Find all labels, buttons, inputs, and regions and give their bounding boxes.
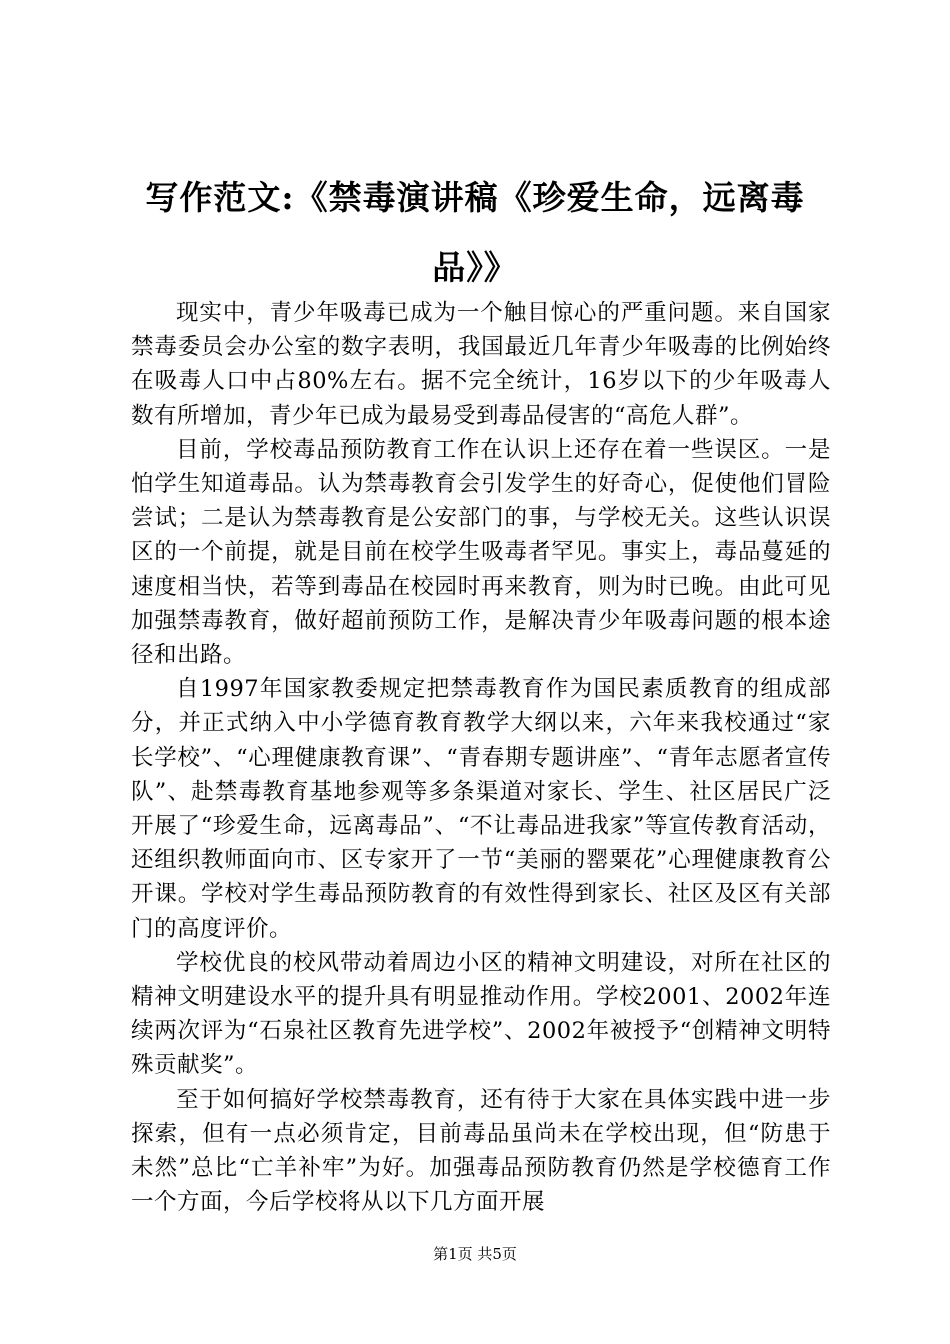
paragraph: 自1997年国家教委规定把禁毒教育作为国民素质教育的组成部分，并正式纳入中小学德育教育教学大纲以来，六年来我校通过“家长学校”、“心理健康教育课”、“青春期专题讲座”、“青年志愿者宣传队”、赴禁毒教育基地参观等多条渠道对家长、学生、社区居民广泛开展了“珍爱生命，远离毒品”、“不让毒品进我家”等宣传教育活动，还组织教师面向市、区专家开了一节“美丽的罂粟花”心理健康教育公开课。学校对学生毒品预防教育的有效性得到家长、社区及区有关部门的高度评价。 <box>131 676 831 942</box>
page-footer: 第1页 共5页 <box>433 1245 517 1263</box>
document-body <box>131 296 831 1219</box>
paragraph: 至于如何搞好学校禁毒教育，还有待于大家在具体实践中进一步探索，但有一点必须肯定，目前毒品虽尚未在学校出现，但“防患于未然”总比“亡羊补牢”为好。加强毒品预防教育仍然是学校德育工作一个方面，今后学校将从以下几方面开展 <box>131 1086 831 1216</box>
paragraph: 目前，学校毒品预防教育工作在认识上还存在着一些误区。一是怕学生知道毒品。认为禁毒教育会引发学生的好奇心，促使他们冒险尝试；二是认为禁毒教育是公安部门的事，与学校无关。这些认识误区的一个前提，就是目前在校学生吸毒者罕见。事实上，毒品蔓延的速度相当快，若等到毒品在校园时再来教育，则为时已晚。由此可见加强禁毒教育，做好超前预防工作，是解决青少年吸毒问题的根本途径和出路。 <box>131 436 831 669</box>
title-line-1: 写作范文:《禁毒演讲稿《珍爱生命，远离毒 <box>145 178 805 217</box>
document-title <box>110 163 840 303</box>
paragraph: 现实中，青少年吸毒已成为一个触目惊心的严重问题。来自国家禁毒委员会办公室的数字表明，我国最近几年青少年吸毒的比例始终在吸毒人口中占80%左右。据不完全统计，16岁以下的少年吸毒人数有所增加，青少年已成为最易受到毒品侵害的“高危人群”。 <box>131 300 831 429</box>
paragraph: 学校优良的校风带动着周边小区的精神文明建设，对所在社区的精神文明建设水平的提升具有明显推动作用。学校2001、2002年连续两次评为“石泉社区教育先进学校”、2002年被授予“创精神文明特殊贡献奖”。 <box>131 949 831 1079</box>
title-line-2: 品》》 <box>432 248 518 287</box>
